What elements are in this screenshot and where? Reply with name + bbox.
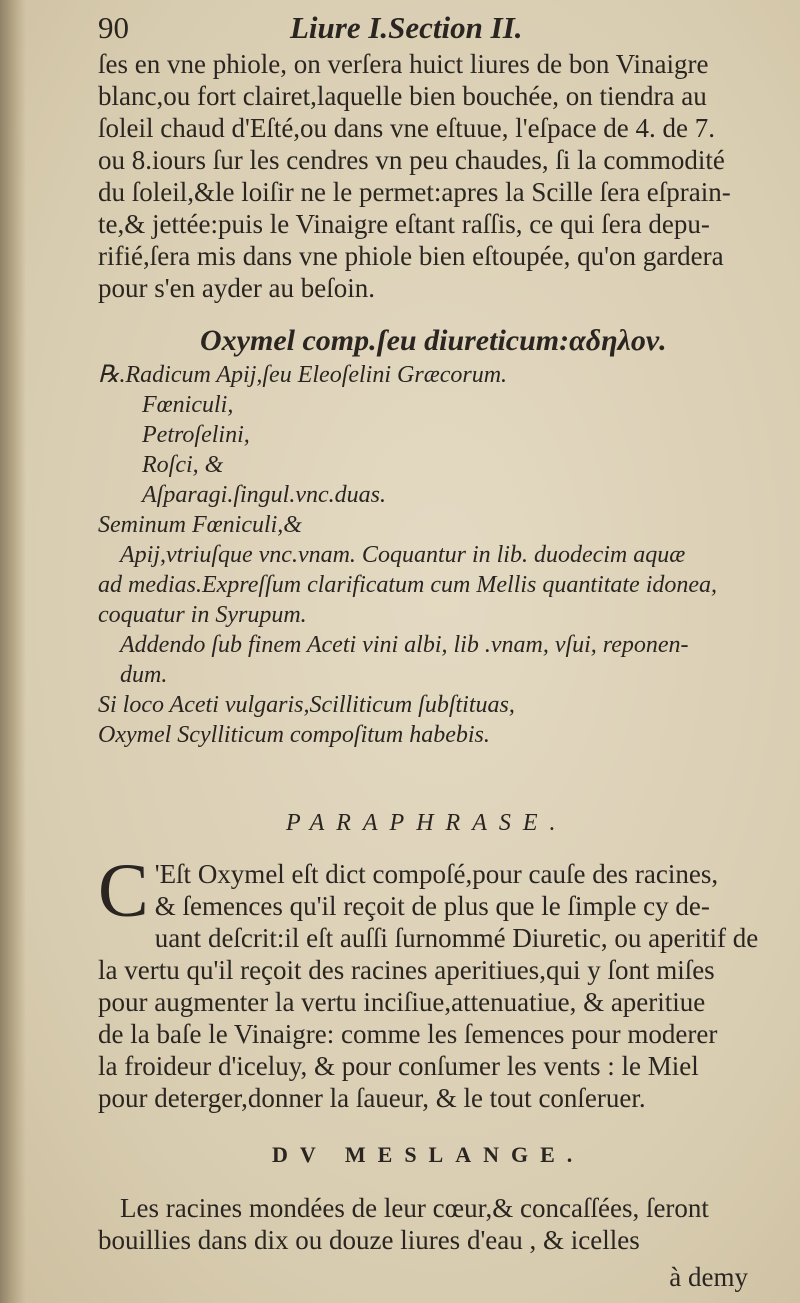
mixing-paragraph [98,1192,784,1256]
text-line: la froideur d'iceluy, & pour conſumer les vents : le Miel [98,1051,699,1081]
text-line: bouillies dans dix ou douze liures d'eau , & icelles [98,1225,640,1255]
text-line: 'Eſt Oxymel eſt dict compoſé,pour cauſe des racines, [154,859,719,889]
text-line: pour augmenter la vertu inciſiue,attenuatiue, & aperitiue [98,987,706,1017]
running-title: Liure I.Section II. [290,10,523,45]
text-line: ou 8.iours ſur les cendres vn peu chaudes, ſi la commodité [98,145,725,175]
recipe-line: Petroſelini, [142,422,250,448]
text-line: ſoleil chaud d'Eſté,ou dans vne eſtuue, l'eſpace de 4. de 7. [98,113,716,143]
paraphrase-heading: PARAPHRASE. [286,810,568,836]
recipe-line: Addendo ſub finem Aceti vini albi, lib .vnam, vſui, reponen- [120,632,689,658]
recipe-line: Aſparagi.ſingul.vnc.duas. [142,482,386,508]
text-line: de la baſe le Vinaigre: comme les ſemences pour moderer [98,1019,718,1049]
recipe-block [98,360,784,750]
recipe-line: Fœniculi, [142,392,234,418]
paraphrase-paragraph [98,849,784,1114]
recipe-title: Oxymel comp.ſeu diureticum:αδηλον. [200,324,667,357]
text-line: pour deterger,donner la ſaueur, & le tout conſeruer. [98,1083,646,1113]
page-number: 90 [98,10,129,45]
page-header [0,10,800,50]
text-line: uant deſcrit:il eſt auſſi ſurnommé Diuretic, ou aperitif de [154,923,759,953]
page-gutter [0,0,26,1303]
recipe-line: dum. [120,662,168,688]
recipe-line: ad medias.Expreſſum clarificatum cum Mellis quantitate idonea, [98,572,718,598]
text-line: ſes en vne phiole, on verſera huict liures de bon Vinaigre [98,49,709,79]
recipe-line: Roſci, & [142,452,224,478]
paragraph-1 [98,48,784,304]
recipe-line: Apij,vtriuſque vnc.vnam. Coquantur in lib. duodecim aquæ [120,542,686,568]
drop-cap: C [98,849,149,933]
text-line: te,& jettée:puis le Vinaigre eſtant raſſis, ce qui ſera depu- [98,209,710,239]
text-line: du ſoleil,&le loiſir ne le permet:apres la Scille ſera eſprain- [98,177,731,207]
text-line: & ſemences qu'il reçoit de plus que le ſimple cy de- [154,891,710,921]
text-line: la vertu qu'il reçoit des racines aperitiues,qui y ſont miſes [98,955,715,985]
recipe-line: Si loco Aceti vulgaris,Scilliticum ſubſtituas, [98,692,515,718]
catchword: à demy [669,1262,748,1292]
recipe-line: ℞.Radicum Apij,ſeu Eleoſelini Græcorum. [98,362,508,388]
text-line: pour s'en ayder au beſoin. [98,273,376,303]
recipe-line: Seminum Fœniculi,& [98,512,302,538]
text-line: blanc,ou fort clairet,laquelle bien bouchée, on tiendra au [98,81,707,111]
recipe-line: coquatur in Syrupum. [98,602,307,628]
text-line: rifié,ſera mis dans vne phiole bien eſtoupée, qu'on gardera [98,241,724,271]
text-line: Les racines mondées de leur cœur,& concaſſées, ſeront [120,1193,709,1223]
mixing-heading: DV MESLANGE. [272,1142,585,1167]
recipe-line: Oxymel Scylliticum compoſitum habebis. [98,722,490,748]
